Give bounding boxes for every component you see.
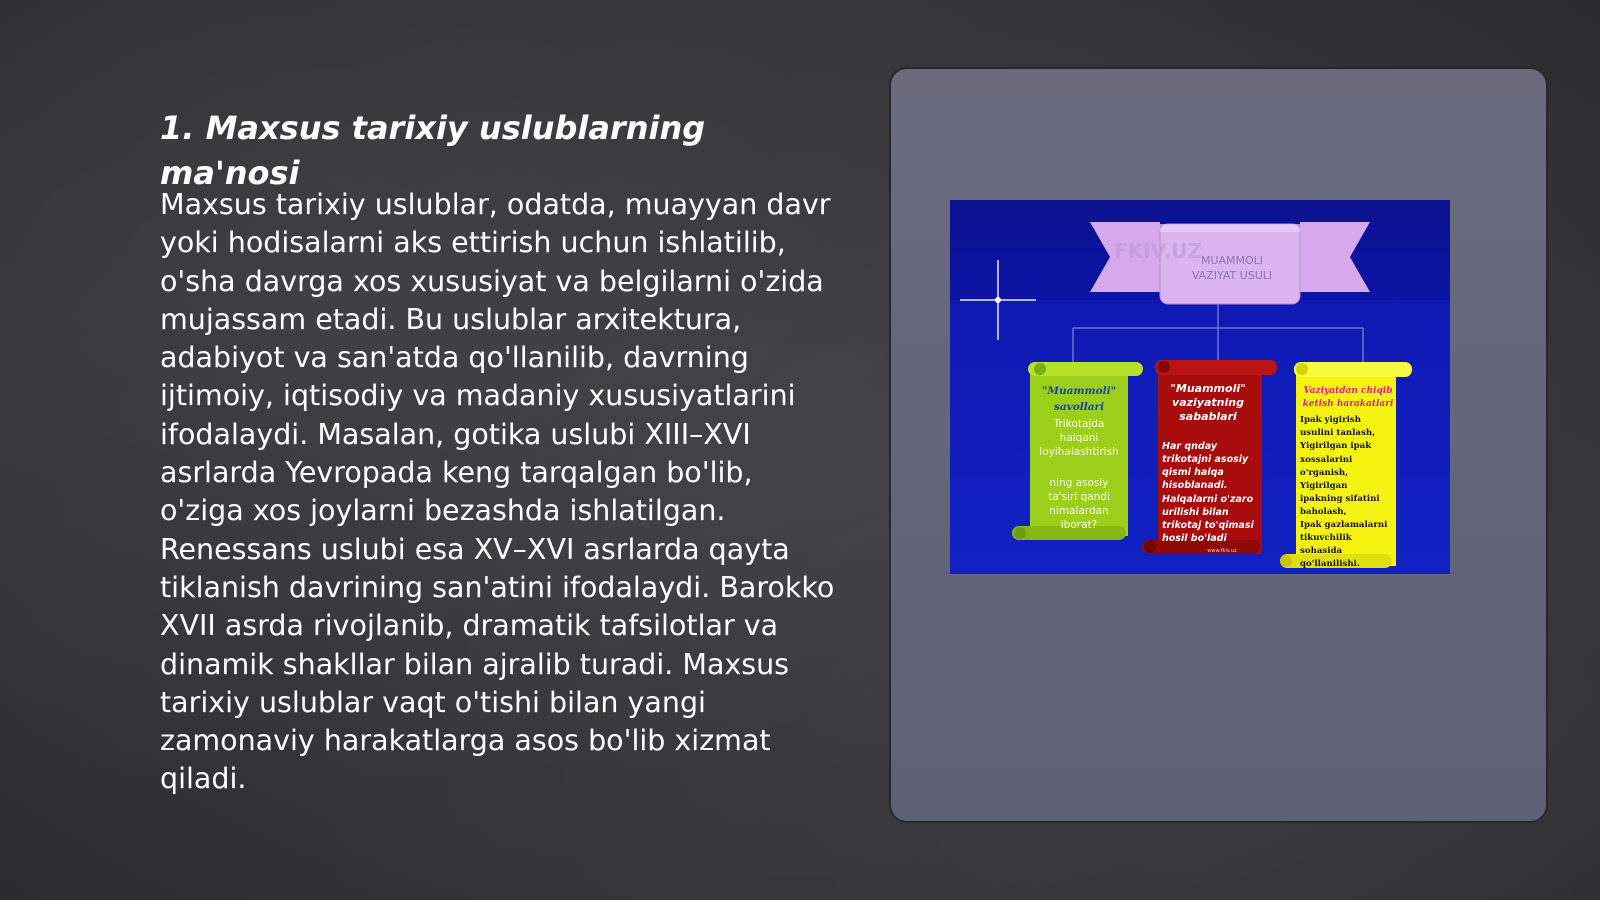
method-diagram-image	[950, 200, 1450, 574]
yellow-scroll-line-11: sohasida	[1300, 546, 1343, 556]
banner-line-2: VAZIYAT USULI	[1191, 269, 1273, 282]
green-scroll-line-7: nimalardan	[1049, 505, 1109, 517]
red-scroll-line-6: urilishi bilan	[1162, 507, 1229, 518]
yellow-scroll-line-5: o'rganish,	[1300, 468, 1349, 478]
banner-ribbon	[1090, 222, 1370, 304]
yellow-scroll-line-2: usulini tanlash,	[1300, 428, 1376, 438]
yellow-scroll-line-4: xossalarini	[1300, 455, 1353, 465]
red-scroll-line-3: qismi halqa	[1162, 467, 1224, 478]
green-scroll-line-8: iborat?	[1060, 519, 1098, 531]
green-scroll-title-2: savollari	[1053, 401, 1105, 413]
red-scroll-line-5: Halqalarni o'zaro	[1162, 494, 1254, 505]
diagram-watermark: FKIV.UZ	[1114, 239, 1202, 263]
green-scroll-line-1: Trikotajda	[1053, 418, 1105, 430]
green-scroll-line-3: loyihalashtirish	[1039, 446, 1119, 458]
yellow-scroll-title-1: Vaziyatdan chiqib	[1303, 386, 1393, 396]
red-scroll-line-1: Har qnday	[1162, 441, 1218, 452]
red-scroll-title-1: "Muammoli"	[1170, 382, 1246, 395]
red-scroll	[1142, 360, 1277, 554]
green-scroll-line-2: halqani	[1059, 432, 1099, 444]
yellow-scroll-title-2: ketish harakatlari	[1302, 399, 1394, 409]
red-scroll-line-2: trikotajni asosiy	[1162, 454, 1249, 465]
yellow-scroll-line-6: Yigirilgan	[1300, 481, 1348, 491]
yellow-scroll-line-12: qo'llanilishi.	[1300, 559, 1360, 569]
red-scroll-line-7: trikotaj to'qimasi	[1162, 520, 1254, 531]
yellow-scroll-line-10: tikuvchilik	[1300, 533, 1352, 543]
red-scroll-line-4: hisoblanadi.	[1162, 480, 1228, 491]
green-scroll-line-5: ning asosiy	[1049, 477, 1109, 489]
red-scroll-title-3: sabablari	[1179, 410, 1237, 423]
red-scroll-line-8: hosil bo'ladi	[1162, 533, 1227, 544]
green-scroll-line-6: ta'siri qandi	[1048, 491, 1110, 503]
yellow-scroll-line-8: baholash,	[1300, 507, 1347, 517]
green-scroll-title-1: "Muammoli"	[1041, 385, 1117, 397]
yellow-scroll-line-1: Ipak yigirish	[1300, 415, 1361, 425]
yellow-scroll-line-9: Ipak gazlamalarni	[1300, 520, 1388, 530]
yellow-scroll-line-3: Yigirilgan ipak	[1300, 441, 1372, 451]
yellow-scroll	[1280, 362, 1412, 569]
yellow-scroll-line-7: ipakning sifatini	[1300, 494, 1380, 504]
slide-heading: 1. Maxsus tarixiy uslublarning ma'nosi	[160, 109, 706, 192]
banner-line-1: MUAMMOLI	[1200, 254, 1264, 267]
slide-body-text: Maxsus tarixiy uslublar, odatda, muayyan davr yoki hodisalarni aks ettirish uchun ishlatilib, o'sha davrga xos xususiyat va belgilarni o'zida mujassam etadi. Bu uslublar arxitektura, adabiyot va san'atda qo'llanilib, davrning ijtimoiy, iqtisodiy va madaniy xususiyatlarini ifodalaydi. Masalan, gotika uslubi XIII–XVI asrlarda Yevropada keng tarqalgan bo'lib, o'ziga xos joylarni bezashda ishlatilgan. Renessans uslubi esa XV–XVI asrlarda qayta tiklanish davrining san'atini ifodalaydi. Barokko XVII asrda rivojlanib, dramatik tafsilotlar va dinamik shakllar bilan ajralib turadi. Maxsus tarixiy uslublar vaqt o'tishi bilan yangi zamonaviy harakatlarga asos bo'lib xizmat qiladi.	[160, 188, 835, 796]
red-scroll-footnote: www.fkiv.uz	[1207, 548, 1237, 554]
green-scroll	[1012, 362, 1143, 540]
red-scroll-title-2: vaziyatning	[1172, 396, 1244, 409]
